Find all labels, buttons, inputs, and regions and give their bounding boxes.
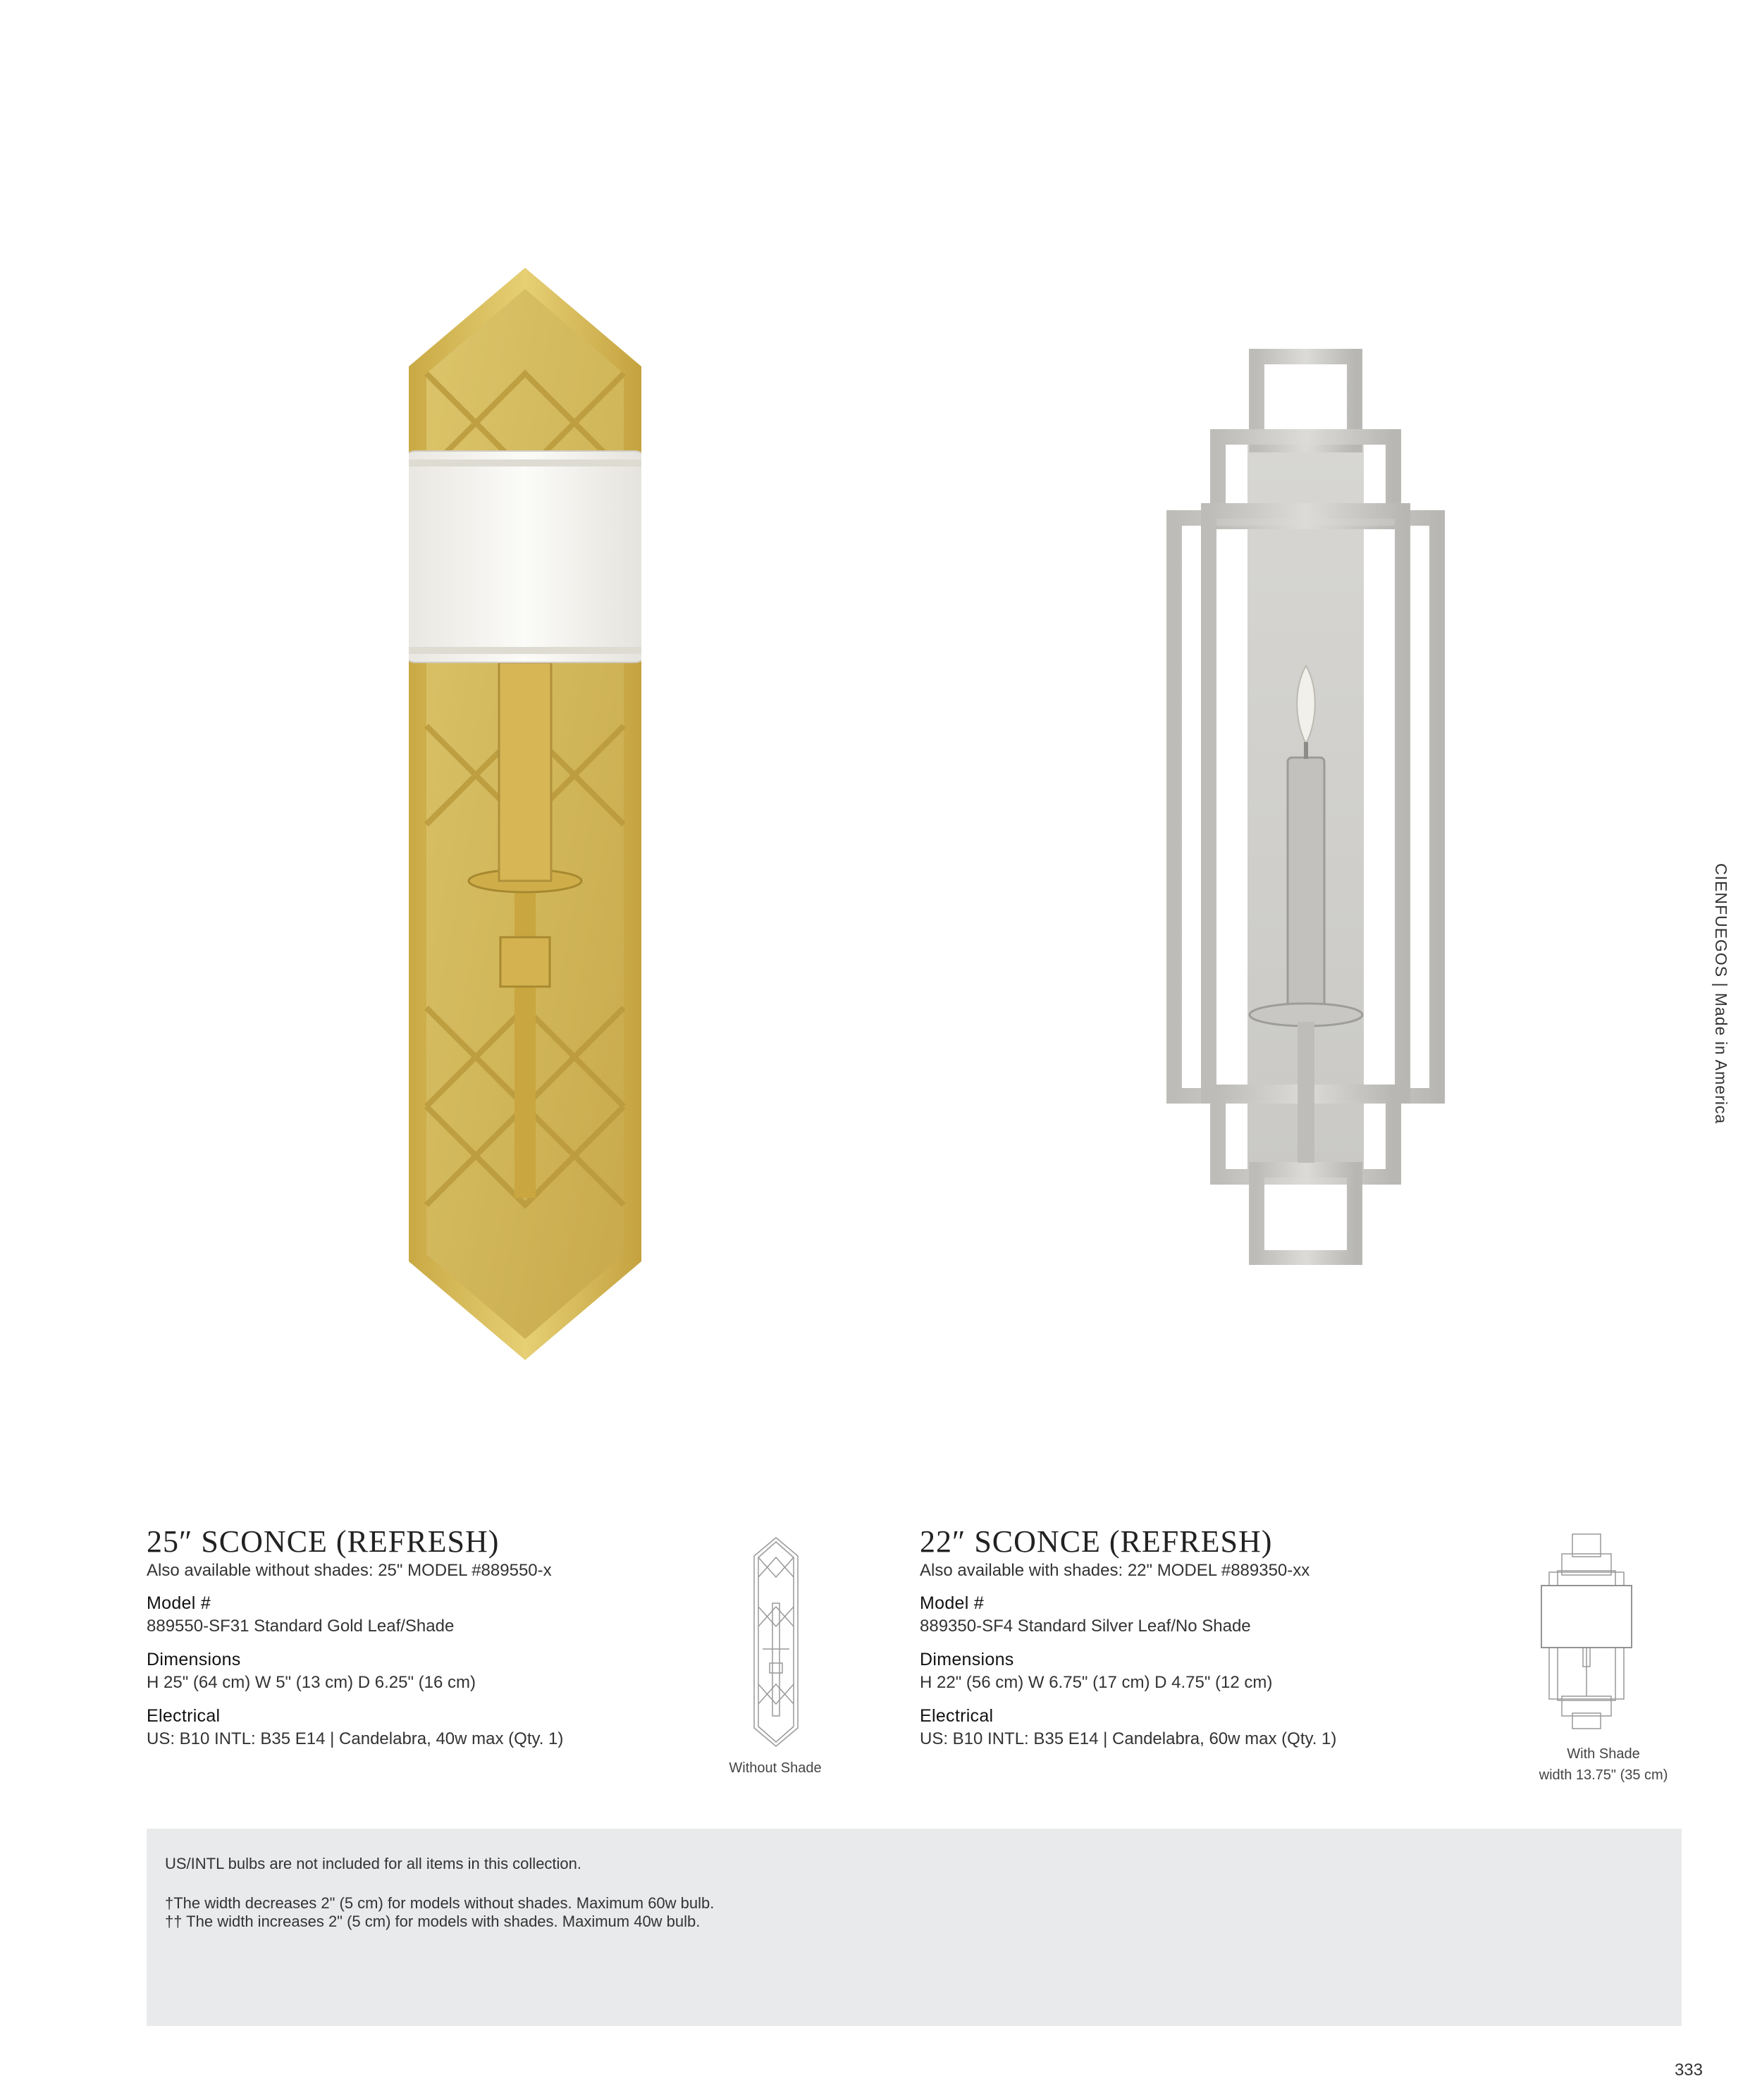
diagram-caption-with-shade [1515, 1743, 1692, 1786]
silver-sconce-image [1166, 349, 1445, 1265]
gold-sconce-image [409, 268, 641, 1360]
product-title: 25″ SCONCE (REFRESH) [147, 1524, 500, 1559]
note-width-decrease: †The width decreases 2" (5 cm) for models without shades. Maximum 60w bulb. [165, 1894, 715, 1912]
electrical-label: Electrical [147, 1706, 221, 1726]
availability-note: Also available with shades: 22" MODEL #889350-xx [920, 1561, 1310, 1580]
with-shade-width: width 13.75" (35 cm) [1539, 1767, 1668, 1783]
with-shade-label: With Shade [1567, 1746, 1640, 1762]
product-spec-22-sconce [920, 1526, 1526, 1751]
electrical-value: US: B10 INTL: B35 E14 | Candelabra, 60w max (Qty. 1) [920, 1729, 1337, 1748]
electrical-value: US: B10 INTL: B35 E14 | Candelabra, 40w max (Qty. 1) [147, 1729, 564, 1748]
notes-box [147, 1829, 1682, 2026]
dimensions-label: Dimensions [920, 1650, 1014, 1669]
collection-side-label: CIENFUEGOS | Made in America [1712, 863, 1730, 1125]
silver-sconce-line-drawing [1541, 1533, 1632, 1730]
note-bulbs: US/INTL bulbs are not included for all items in this collection. [165, 1855, 582, 1872]
model-value: 889350-SF4 Standard Silver Leaf/No Shade [920, 1617, 1251, 1636]
dimensions-value: H 22" (56 cm) W 6.75" (17 cm) D 4.75" (12 cm) [920, 1673, 1273, 1692]
page-number: 333 [1674, 2061, 1703, 2080]
product-spec-25-sconce [147, 1526, 753, 1751]
diagram-caption-without-shade: Without Shade [729, 1760, 822, 1776]
model-label: Model # [920, 1593, 985, 1613]
model-label: Model # [147, 1593, 211, 1613]
gold-sconce-line-drawing [753, 1536, 799, 1748]
availability-note: Also available without shades: 25" MODEL #889550-x [147, 1561, 552, 1580]
note-width-increase: †† The width increases 2" (5 cm) for models with shades. Maximum 40w bulb. [165, 1913, 701, 1930]
model-value: 889550-SF31 Standard Gold Leaf/Shade [147, 1617, 455, 1636]
electrical-label: Electrical [920, 1706, 994, 1726]
dimensions-label: Dimensions [147, 1650, 241, 1669]
product-title: 22″ SCONCE (REFRESH) [920, 1524, 1273, 1559]
dimensions-value: H 25" (64 cm) W 5" (13 cm) D 6.25" (16 cm) [147, 1673, 476, 1692]
